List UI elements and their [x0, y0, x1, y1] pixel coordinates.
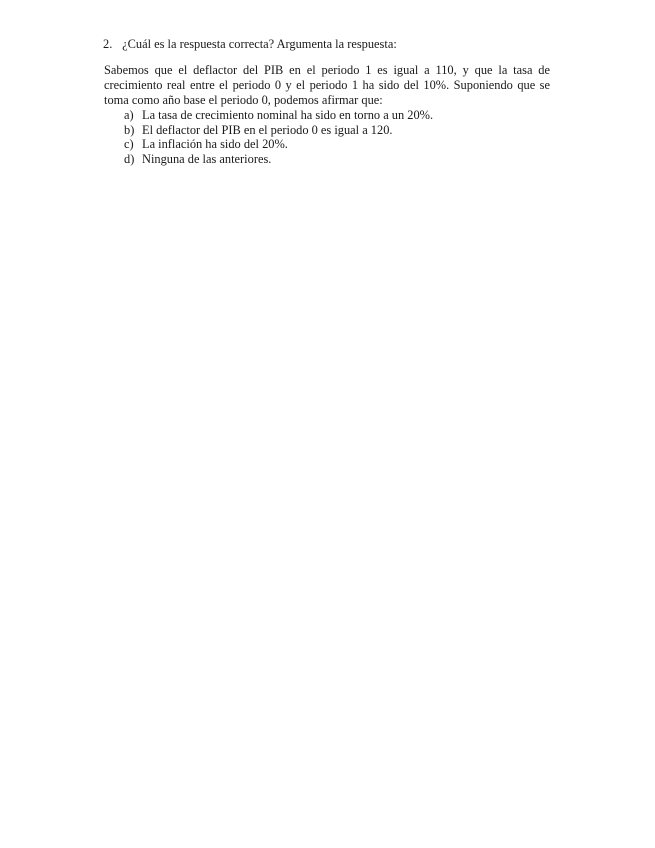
question-number: 2. — [103, 37, 113, 51]
option-text: La inflación ha sido del 20%. — [142, 137, 288, 152]
option-letter: a) — [124, 108, 134, 122]
option-text: El deflactor del PIB en el periodo 0 es igual a 120. — [142, 122, 393, 137]
option-letter: c) — [124, 137, 134, 152]
answer-options — [124, 108, 433, 166]
option-letter: d) — [124, 151, 135, 166]
question-title: ¿Cuál es la respuesta correcta? Argumenta la respuesta: — [122, 37, 397, 51]
answer-option-c — [124, 137, 433, 152]
option-text: Ninguna de las anteriores. — [142, 151, 272, 166]
answer-option-d — [124, 152, 433, 167]
question-statement: Sabemos que el deflactor del PIB en el periodo 1 es igual a 110, y que la tasa de crecimiento real entre el periodo 0 y el periodo 1 ha sido del 10%. Suponiendo que se toma como año base el periodo 0, podemos afirmar que: — [104, 63, 550, 108]
answer-option-b — [124, 123, 433, 138]
answer-option-a — [124, 108, 433, 123]
question-heading — [103, 37, 397, 52]
option-letter: b) — [124, 122, 135, 137]
option-text: La tasa de crecimiento nominal ha sido en torno a un 20%. — [142, 108, 434, 122]
